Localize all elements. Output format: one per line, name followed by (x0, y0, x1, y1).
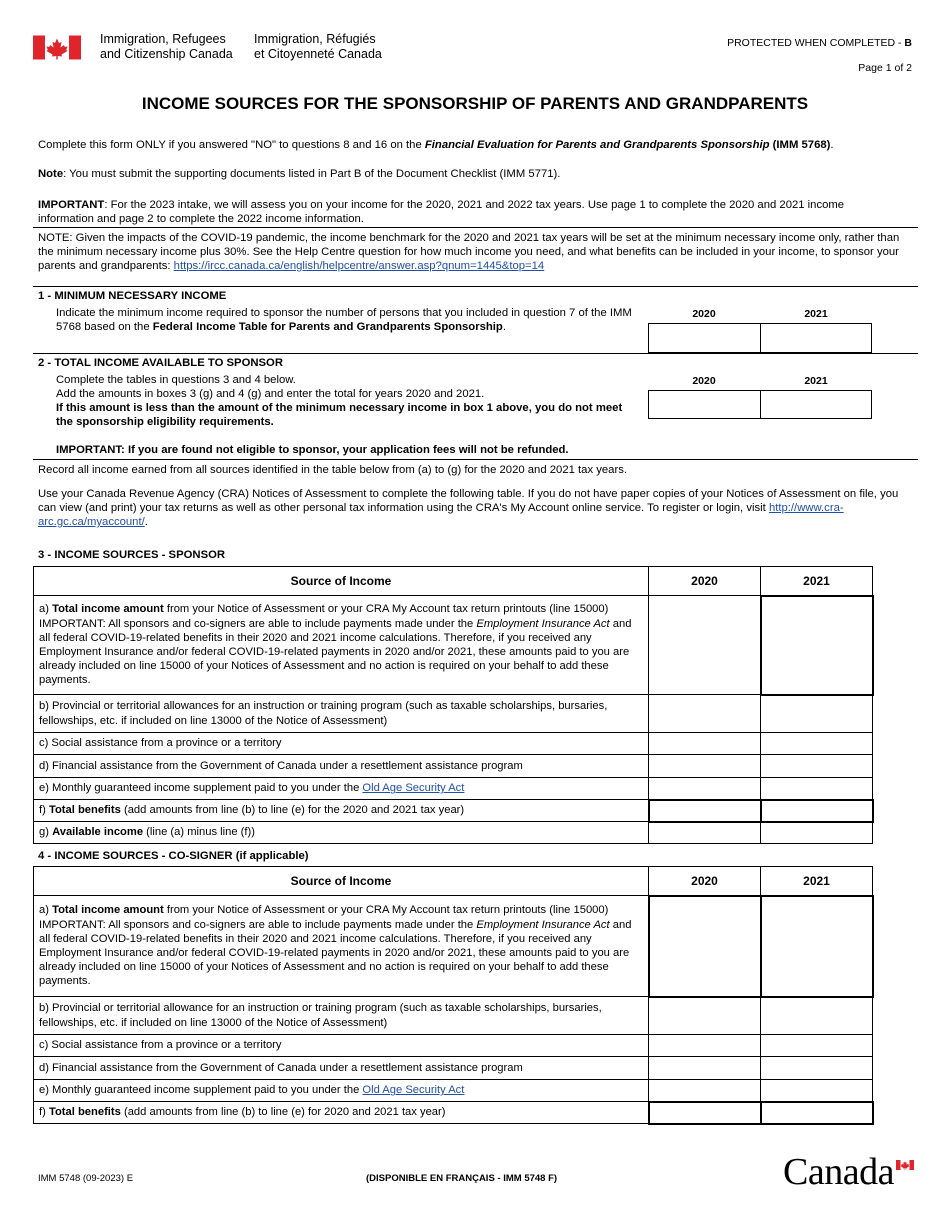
divider (33, 286, 918, 287)
cosigner-a-2020-input[interactable] (649, 896, 761, 997)
year-label-2021: 2021 (804, 308, 828, 320)
row-label-a: a) Total income amount from your Notice of Assessment or your CRA My Account tax return printouts (line 15000) IMPORTANT: All sponsors and co-signers are able to include payments made under the Employment Insurance Act and all federal COVID-19-related benefits in their 2020 and 2021 income calculations. Therefore, if you received any Employment Insurance and/or federal COVID-19-related payments in 2020 and/or 2021, these amounts paid to you are already included on line 15000 of your Notices of Assessment and no action is required on your behalf to add these payments. (34, 896, 649, 997)
divider (33, 459, 918, 460)
table-row (34, 733, 873, 755)
column-header: 2020 (649, 867, 761, 896)
department-name-english: Immigration, Refugees and Citizenship Canada (100, 32, 233, 61)
row-label-b: b) Provincial or territorial allowances for an instruction or training program (such as taxable scholarships, bursaries, fellowships, etc. if included on line 13000 of the Notice of Assessment) (34, 695, 649, 733)
page-title: INCOME SOURCES FOR THE SPONSORSHIP OF PARENTS AND GRANDPARENTS (141, 94, 809, 113)
canada-flag-icon (33, 35, 81, 60)
table-row (34, 1057, 873, 1080)
column-header: Source of Income (34, 867, 649, 896)
table-row (34, 800, 873, 822)
old-age-security-act-link[interactable]: Old Age Security Act (362, 1084, 465, 1097)
note-paragraph: Note: You must submit the supporting documents listed in Part B of the Document Checklist (IMM 5771). (38, 168, 561, 180)
section2-instructions: Complete the tables in questions 3 and 4 below. Add the amounts in boxes 3 (g) and 4 (g) and enter the total for years 2020 and 2021. If this amount is less than the amount of the minimum necessary income in box 1 above, you do not meet the sponsorship eligibility requirements. IMPORTANT: If you are found not eligible to sponsor, your application fees will not be refunded. (56, 374, 623, 456)
total-income-2021-input[interactable] (760, 390, 872, 419)
page-number: Page 1 of 2 (858, 62, 912, 74)
sponsor-g-2020-input[interactable] (649, 822, 761, 844)
sponsor-c-2021-input[interactable] (761, 733, 873, 755)
column-header: 2021 (761, 867, 873, 896)
cosigner-a-2021-input[interactable] (761, 896, 873, 997)
old-age-security-act-link[interactable]: Old Age Security Act (362, 782, 465, 795)
year-label-2020: 2020 (692, 375, 716, 387)
sponsor-c-2020-input[interactable] (649, 733, 761, 755)
cosigner-f-2020-input[interactable] (649, 1102, 761, 1124)
section1-title: 1 - MINIMUM NECESSARY INCOME (38, 290, 227, 302)
cosigner-b-2020-input[interactable] (649, 997, 761, 1035)
table-row (34, 822, 873, 844)
min-income-2020-input[interactable] (648, 323, 761, 353)
sponsor-a-2021-input[interactable] (761, 596, 873, 695)
total-income-2020-input[interactable] (648, 390, 761, 419)
cosigner-e-2020-input[interactable] (649, 1080, 761, 1102)
table-header-row (34, 567, 873, 596)
row-label-f: f) Total benefits (add amounts from line (b) to line (e) for the 2020 and 2021 tax year) (34, 800, 649, 822)
sponsor-b-2021-input[interactable] (761, 695, 873, 733)
sponsor-income-table (33, 566, 874, 844)
cra-instructions: Use your Canada Revenue Agency (CRA) Notices of Assessment to complete the following table. If you do not have paper copies of your Notices of Assessment on file, you can view (and print) your tax returns as well as other personal tax information using the CRA's My Account online service. To register or login, visit http://www.cra-arc.gc.ca/myaccount/. (38, 488, 899, 528)
table-row (34, 596, 873, 695)
row-label-b: b) Provincial or territorial allowance for an instruction or training program (such as taxable scholarships, bursaries, fellowships, etc. if included on line 13000 of the Notice of Assessment) (34, 997, 649, 1035)
intro-paragraph: Complete this form ONLY if you answered "NO" to questions 8 and 16 on the Financial Evaluation for Parents and Grandparents Sponsorship (IMM 5768). (38, 139, 834, 151)
covid-note: NOTE: Given the impacts of the COVID-19 pandemic, the income benchmark for the 2020 and 2021 tax years will be set at the minimum necessary income only, rather than the minimum necessary income plus 30%. See the Help Centre question for how much income you need, and what benefits can be included in your income, to sponsor your parents and grandparents: https://ircc.canada.ca/english/helpcentre/answer.asp?qnum=1445&top=14 (38, 232, 900, 272)
cosigner-income-table (33, 866, 874, 1125)
sponsor-e-2021-input[interactable] (761, 778, 873, 800)
table-row (34, 997, 873, 1035)
table-row (34, 695, 873, 733)
section2-title: 2 - TOTAL INCOME AVAILABLE TO SPONSOR (38, 357, 283, 369)
table-row (34, 1035, 873, 1057)
cosigner-b-2021-input[interactable] (761, 997, 873, 1035)
divider (33, 353, 918, 354)
row-label-a: a) Total income amount from your Notice of Assessment or your CRA My Account tax return printouts (line 15000) IMPORTANT: All sponsors and co-signers are able to include payments made under the Employment Insurance Act and all federal COVID-19-related benefits in their 2020 and 2021 income calculations. Therefore, if you received any Employment Insurance and/or federal COVID-19-related payments in 2020 and/or 2021, these amounts paid to you are already included on line 15000 of your Notices of Assessment and no action is required on your behalf to add these payments. (34, 596, 649, 695)
cosigner-d-2020-input[interactable] (649, 1057, 761, 1080)
help-centre-link[interactable]: https://ircc.canada.ca/english/helpcentre/answer.asp?qnum=1445&top=14 (173, 260, 545, 272)
column-header: 2021 (761, 567, 873, 596)
sponsor-d-2020-input[interactable] (649, 755, 761, 778)
column-header: Source of Income (34, 567, 649, 596)
cosigner-d-2021-input[interactable] (761, 1057, 873, 1080)
row-label-f: f) Total benefits (add amounts from line (b) to line (e) for 2020 and 2021 tax year) (34, 1102, 649, 1124)
record-instructions: Record all income earned from all sources identified in the table below from (a) to (g) for the 2020 and 2021 tax years. (38, 464, 628, 476)
table-row (34, 755, 873, 778)
form-id: IMM 5748 (09-2023) E (38, 1173, 134, 1184)
row-label-g: g) Available income (line (a) minus line (f)) (34, 822, 649, 844)
cra-myaccount-link[interactable]: http://www.cra-arc.gc.ca/myaccount/ (38, 502, 844, 528)
sponsor-e-2020-input[interactable] (649, 778, 761, 800)
table-row (34, 1102, 873, 1124)
cosigner-e-2021-input[interactable] (761, 1080, 873, 1102)
sponsor-d-2021-input[interactable] (761, 755, 873, 778)
french-availability: (DISPONIBLE EN FRANÇAIS - IMM 5748 F) (366, 1173, 558, 1184)
section1-instructions: Indicate the minimum income required to sponsor the number of persons that you included in question 7 of the IMM 5768 based on the Federal Income Table for Parents and Grandparents Sponsorship. (56, 307, 632, 333)
year-label-2021: 2021 (804, 375, 828, 387)
sponsor-f-2021-input[interactable] (761, 800, 873, 822)
row-label-c: c) Social assistance from a province or a territory (34, 1035, 649, 1057)
row-label-c: c) Social assistance from a province or a territory (34, 733, 649, 755)
department-name-french: Immigration, Réfugiés et Citoyenneté Canada (254, 32, 382, 61)
divider (33, 227, 918, 228)
cosigner-c-2021-input[interactable] (761, 1035, 873, 1057)
cosigner-f-2021-input[interactable] (761, 1102, 873, 1124)
row-label-d: d) Financial assistance from the Government of Canada under a resettlement assistance program (34, 1057, 649, 1080)
important-paragraph: IMPORTANT: For the 2023 intake, we will assess you on your income for the 2020, 2021 and 2022 tax years. Use page 1 to complete the 2020 and 2021 income information and page 2 to complete the 2022 income information. (38, 199, 845, 225)
min-income-2021-input[interactable] (760, 323, 872, 353)
protected-label: PROTECTED WHEN COMPLETED - B (727, 37, 912, 49)
canada-wordmark: Canada (783, 1151, 894, 1193)
row-label-e: e) Monthly guaranteed income supplement paid to you under the Old Age Security Act (34, 1080, 649, 1102)
section4-title: 4 - INCOME SOURCES - CO-SIGNER (if applicable) (38, 850, 309, 862)
section3-title: 3 - INCOME SOURCES - SPONSOR (38, 549, 226, 561)
year-label-2020: 2020 (692, 308, 716, 320)
table-row (34, 1080, 873, 1102)
row-label-e: e) Monthly guaranteed income supplement paid to you under the Old Age Security Act (34, 778, 649, 800)
table-row (34, 896, 873, 997)
column-header: 2020 (649, 567, 761, 596)
sponsor-g-2021-input[interactable] (761, 822, 873, 844)
sponsor-f-2020-input[interactable] (649, 800, 761, 822)
sponsor-b-2020-input[interactable] (649, 695, 761, 733)
sponsor-a-2020-input[interactable] (649, 596, 761, 695)
canada-wordmark-flag-icon (896, 1160, 914, 1170)
table-header-row (34, 867, 873, 896)
table-row (34, 778, 873, 800)
cosigner-c-2020-input[interactable] (649, 1035, 761, 1057)
row-label-d: d) Financial assistance from the Government of Canada under a resettlement assistance program (34, 755, 649, 778)
